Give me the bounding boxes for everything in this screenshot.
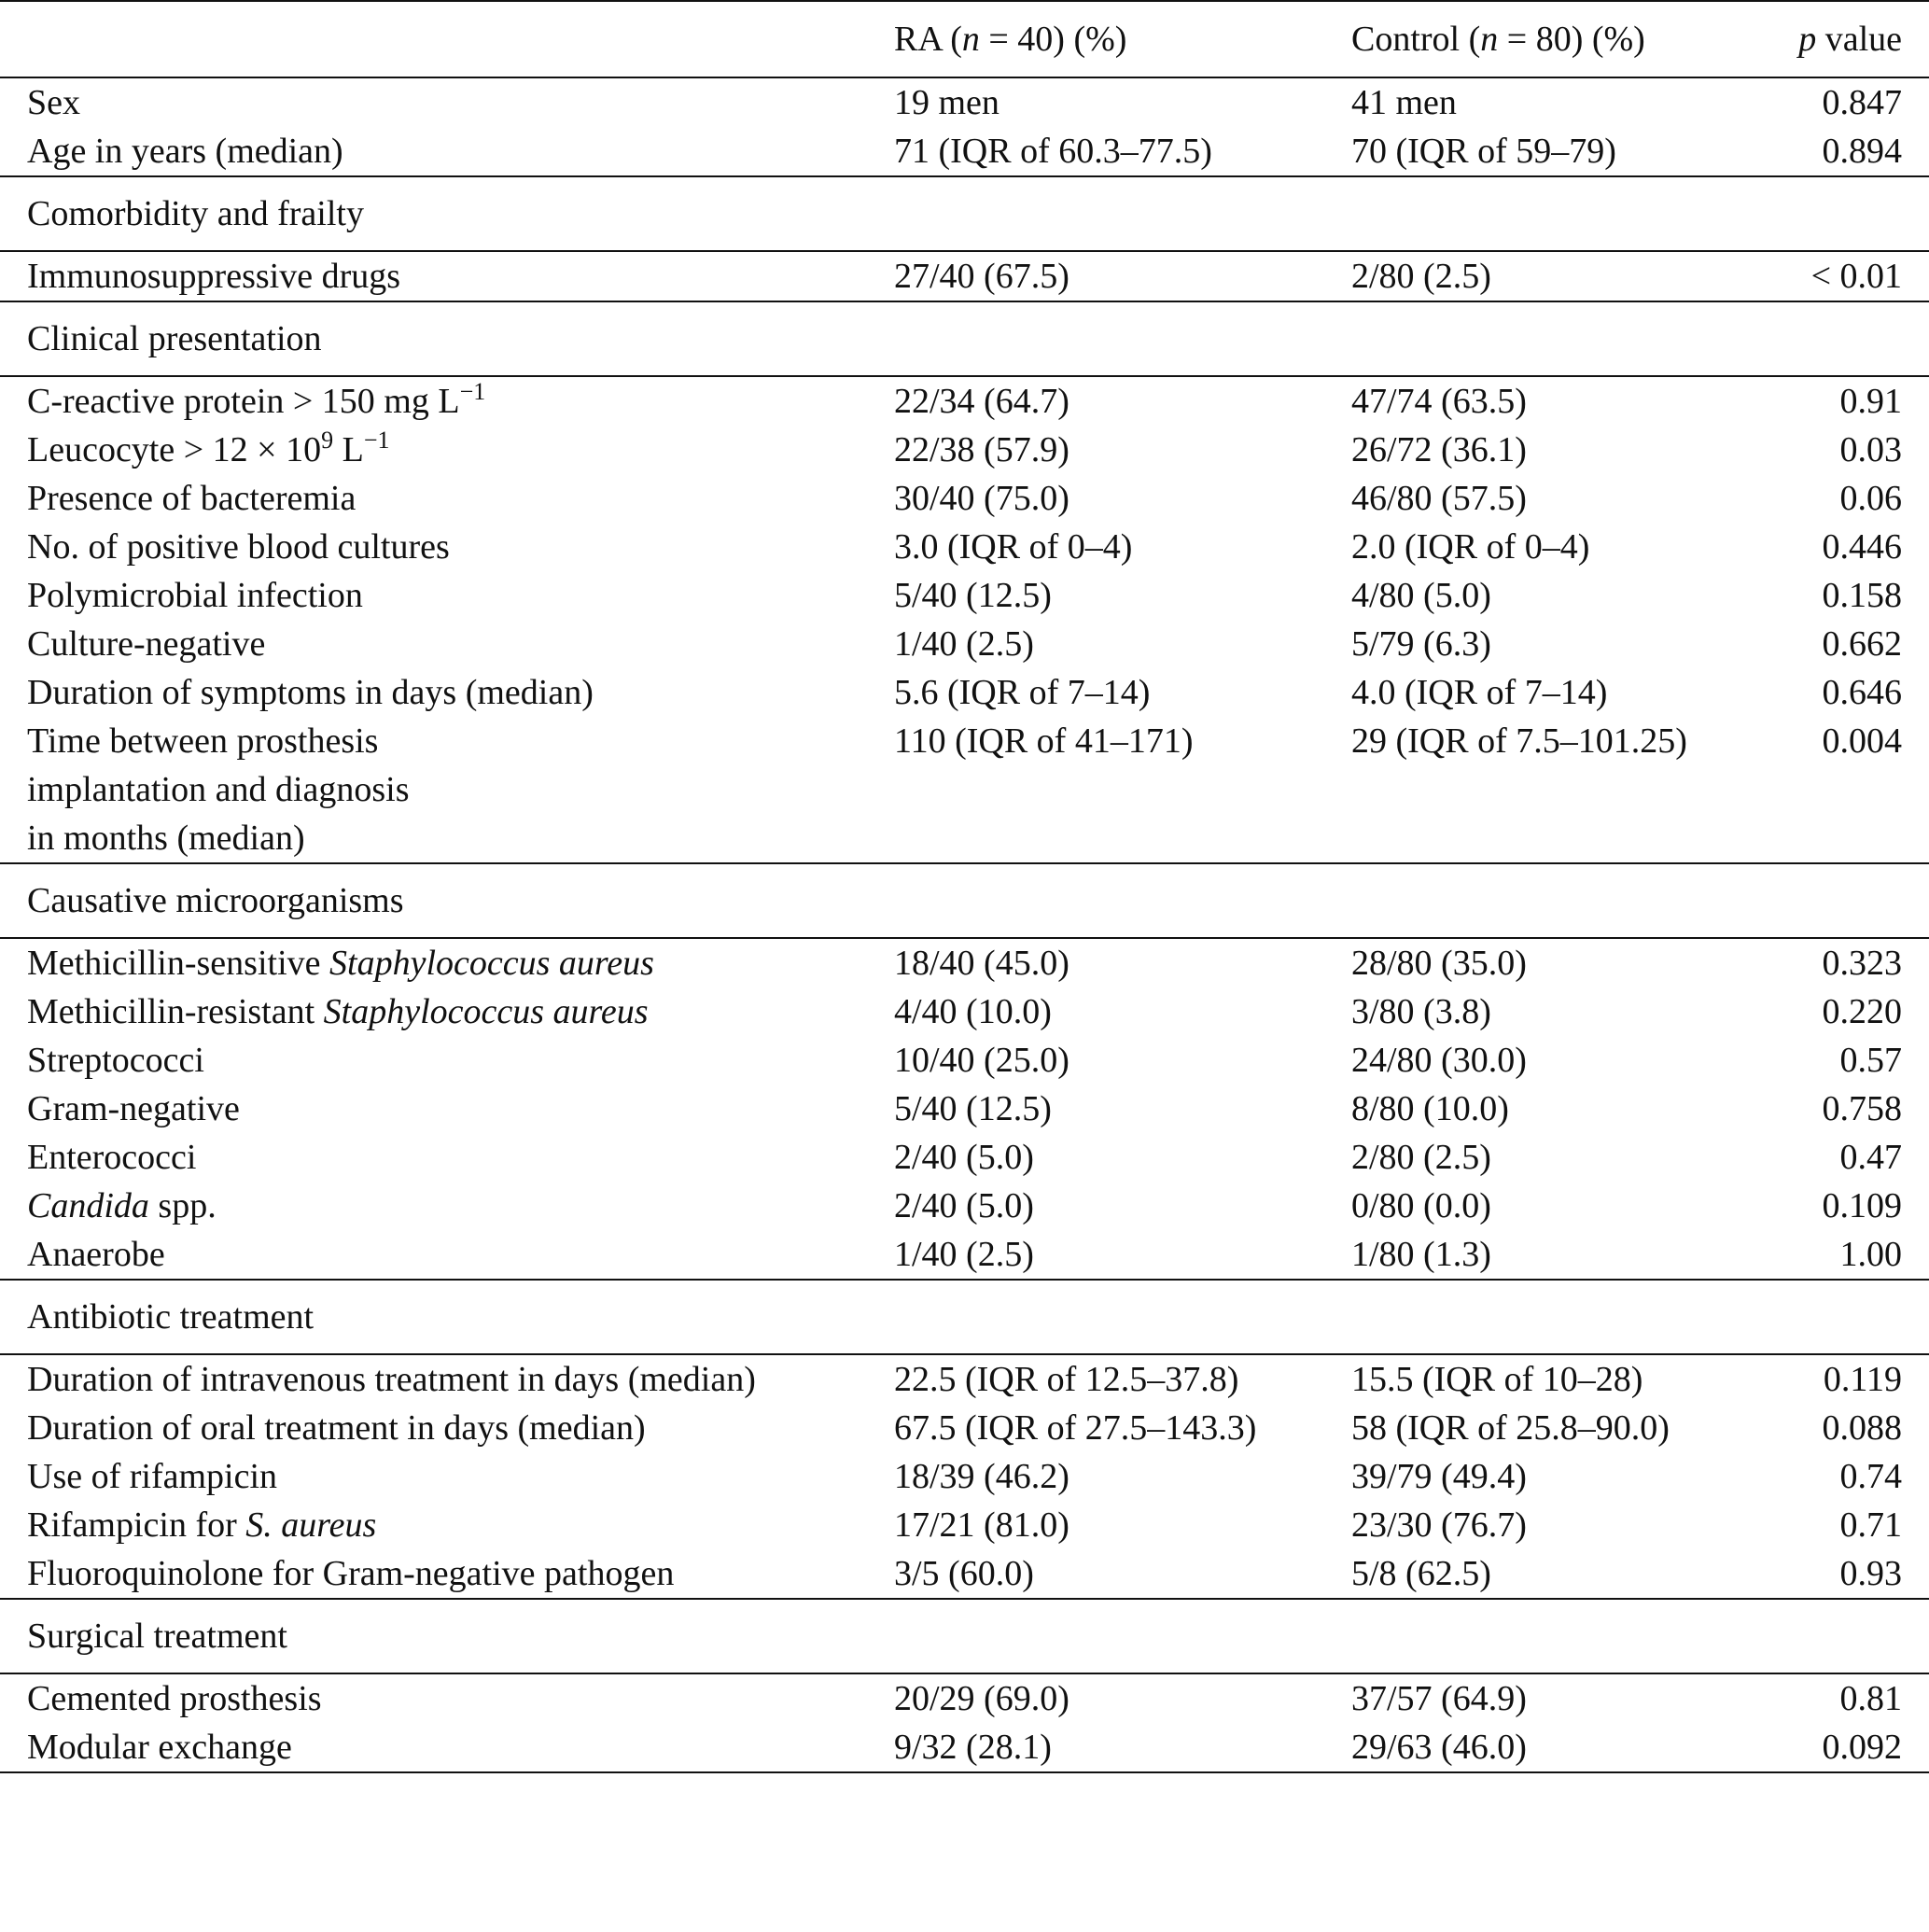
p-value: 0.092 bbox=[1822, 1728, 1902, 1767]
table-row bbox=[0, 571, 1929, 620]
ra-value: 67.5 (IQR of 27.5–143.3) bbox=[894, 1408, 1257, 1448]
ra-value: 3.0 (IQR of 0–4) bbox=[894, 527, 1133, 567]
row-label: Methicillin-resistant Staphylococcus aureus bbox=[27, 992, 649, 1031]
header-control: Control (n = 80) (%) bbox=[1351, 20, 1645, 59]
row-label: Candida spp. bbox=[27, 1186, 217, 1225]
table-row bbox=[0, 1354, 1929, 1404]
table-row bbox=[0, 620, 1929, 668]
row-label: Leucocyte > $12 \times 10^9$ $L^{-1}$ bbox=[27, 427, 390, 469]
header-empty bbox=[0, 1, 894, 77]
section-header bbox=[0, 1599, 1929, 1673]
p-value: 0.71 bbox=[1839, 1505, 1902, 1545]
control-value: 4.0 (IQR of 7–14) bbox=[1351, 673, 1608, 712]
row-label: Anaerobe bbox=[27, 1235, 165, 1274]
p-value: 0.47 bbox=[1839, 1138, 1902, 1177]
row-label: Duration of symptoms in days (median) bbox=[27, 673, 594, 712]
table-row bbox=[0, 1036, 1929, 1085]
control-value: 39/79 (49.4) bbox=[1351, 1457, 1527, 1496]
p-value: < 0.01 bbox=[1810, 257, 1902, 296]
row-label: Modular exchange bbox=[27, 1728, 292, 1767]
row-label: Rifampicin for S. aureus bbox=[27, 1505, 377, 1545]
p-value: 0.446 bbox=[1822, 527, 1902, 567]
control-value: 2/80 (2.5) bbox=[1351, 257, 1491, 296]
control-value: 4/80 (5.0) bbox=[1351, 576, 1491, 615]
p-value: 0.93 bbox=[1839, 1554, 1902, 1593]
row-label: Time between prosthesis implantation and diagnosis in months (median) bbox=[27, 721, 410, 858]
row-label: Culture-negative bbox=[27, 624, 266, 664]
row-label: Presence of bacteremia bbox=[27, 479, 356, 518]
section-title: Antibiotic treatment bbox=[27, 1297, 315, 1337]
control-value: 1/80 (1.3) bbox=[1351, 1235, 1491, 1274]
ra-value: 27/40 (67.5) bbox=[894, 257, 1069, 296]
p-value: 0.004 bbox=[1822, 721, 1902, 761]
row-label: Duration of oral treatment in days (median) bbox=[27, 1408, 646, 1448]
table-row bbox=[0, 1182, 1929, 1230]
control-value: 2/80 (2.5) bbox=[1351, 1138, 1491, 1177]
p-value: 0.894 bbox=[1822, 132, 1902, 171]
control-value: 37/57 (64.9) bbox=[1351, 1679, 1527, 1718]
table-row bbox=[0, 1723, 1929, 1772]
header-ra: RA (n = 40) (%) bbox=[894, 20, 1127, 59]
control-value: 3/80 (3.8) bbox=[1351, 992, 1491, 1031]
row-label: Cemented prosthesis bbox=[27, 1679, 322, 1718]
ra-value: 2/40 (5.0) bbox=[894, 1186, 1034, 1225]
table-row bbox=[0, 523, 1929, 571]
p-value: 0.646 bbox=[1822, 673, 1902, 712]
table-row bbox=[0, 376, 1929, 426]
row-label: C-reactive protein > 150 mg $L^{-1}$ bbox=[27, 378, 486, 421]
control-value: 28/80 (35.0) bbox=[1351, 944, 1527, 983]
p-value: 1.00 bbox=[1839, 1235, 1902, 1274]
ra-value: 30/40 (75.0) bbox=[894, 479, 1069, 518]
row-label: Fluoroquinolone for Gram-negative pathogen bbox=[27, 1554, 675, 1593]
table-row bbox=[0, 1404, 1929, 1452]
row-label: Sex bbox=[27, 83, 80, 122]
row-label: Immunosuppressive drugs bbox=[27, 257, 401, 296]
table-row bbox=[0, 426, 1929, 474]
control-value: 2.0 (IQR of 0–4) bbox=[1351, 527, 1590, 567]
ra-value: 18/40 (45.0) bbox=[894, 944, 1069, 983]
p-value: 0.847 bbox=[1822, 83, 1902, 122]
p-value: 0.74 bbox=[1839, 1457, 1902, 1496]
table-row bbox=[0, 1501, 1929, 1549]
ra-value: 22/38 (57.9) bbox=[894, 430, 1069, 469]
section-title: Comorbidity and frailty bbox=[27, 194, 364, 233]
table-row bbox=[0, 1549, 1929, 1599]
control-value: 26/72 (36.1) bbox=[1351, 430, 1527, 469]
ra-value: 5/40 (12.5) bbox=[894, 1089, 1052, 1128]
table-row bbox=[0, 938, 1929, 987]
row-label: Age in years (median) bbox=[27, 132, 343, 171]
header-p-value: p value bbox=[1798, 20, 1902, 59]
ra-value: 1/40 (2.5) bbox=[894, 1235, 1034, 1274]
ra-value: 4/40 (10.0) bbox=[894, 992, 1052, 1031]
control-value: 58 (IQR of 25.8–90.0) bbox=[1351, 1408, 1670, 1448]
table-row bbox=[0, 127, 1929, 176]
row-label: Polymicrobial infection bbox=[27, 576, 363, 615]
p-value: 0.119 bbox=[1823, 1360, 1902, 1399]
ra-value: 71 (IQR of 60.3–77.5) bbox=[894, 132, 1212, 171]
control-value: 46/80 (57.5) bbox=[1351, 479, 1527, 518]
section-header bbox=[0, 863, 1929, 938]
table-row bbox=[0, 77, 1929, 127]
section-header bbox=[0, 176, 1929, 251]
table-row bbox=[0, 987, 1929, 1036]
ra-value: 1/40 (2.5) bbox=[894, 624, 1034, 664]
ra-value: 20/29 (69.0) bbox=[894, 1679, 1069, 1718]
ra-value: 5.6 (IQR of 7–14) bbox=[894, 673, 1151, 712]
table-row bbox=[0, 1673, 1929, 1723]
control-value: 5/8 (62.5) bbox=[1351, 1554, 1491, 1593]
table-row bbox=[0, 1085, 1929, 1133]
ra-value: 2/40 (5.0) bbox=[894, 1138, 1034, 1177]
control-value: 29 (IQR of 7.5–101.25) bbox=[1351, 721, 1687, 761]
row-label: Enterococci bbox=[27, 1138, 197, 1177]
p-value: 0.03 bbox=[1839, 430, 1902, 469]
ra-value: 22/34 (64.7) bbox=[894, 382, 1069, 421]
ra-value: 22.5 (IQR of 12.5–37.8) bbox=[894, 1360, 1239, 1399]
p-value: 0.088 bbox=[1822, 1408, 1902, 1448]
control-value: 23/30 (76.7) bbox=[1351, 1505, 1527, 1545]
ra-value: 18/39 (46.2) bbox=[894, 1457, 1069, 1496]
control-value: 5/79 (6.3) bbox=[1351, 624, 1491, 664]
ra-value: 19 men bbox=[894, 83, 999, 122]
section-title: Clinical presentation bbox=[27, 319, 322, 358]
row-label: No. of positive blood cultures bbox=[27, 527, 450, 567]
row-label: Duration of intravenous treatment in days (median) bbox=[27, 1360, 756, 1399]
row-label: Streptococci bbox=[27, 1041, 204, 1080]
p-value: 0.109 bbox=[1822, 1186, 1902, 1225]
ra-value: 9/32 (28.1) bbox=[894, 1728, 1052, 1767]
ra-value: 17/21 (81.0) bbox=[894, 1505, 1069, 1545]
table-row bbox=[0, 1452, 1929, 1501]
row-label: Use of rifampicin bbox=[27, 1457, 278, 1496]
ra-value: 10/40 (25.0) bbox=[894, 1041, 1069, 1080]
ra-value: 5/40 (12.5) bbox=[894, 576, 1052, 615]
p-value: 0.91 bbox=[1839, 382, 1902, 421]
p-value: 0.662 bbox=[1822, 624, 1902, 664]
control-value: 41 men bbox=[1351, 83, 1457, 122]
control-value: 8/80 (10.0) bbox=[1351, 1089, 1509, 1128]
p-value: 0.06 bbox=[1839, 479, 1902, 518]
table-row bbox=[0, 474, 1929, 523]
control-value: 0/80 (0.0) bbox=[1351, 1186, 1491, 1225]
section-title: Surgical treatment bbox=[27, 1617, 287, 1656]
p-value: 0.220 bbox=[1822, 992, 1902, 1031]
control-value: 47/74 (63.5) bbox=[1351, 382, 1527, 421]
row-label: Methicillin-sensitive Staphylococcus aureus bbox=[27, 944, 654, 983]
p-value: 0.323 bbox=[1822, 944, 1902, 983]
p-value: 0.81 bbox=[1839, 1679, 1902, 1718]
table-row bbox=[0, 1230, 1929, 1280]
section-header bbox=[0, 1280, 1929, 1354]
table-row bbox=[0, 1133, 1929, 1182]
p-value: 0.158 bbox=[1822, 576, 1902, 615]
table-row bbox=[0, 251, 1929, 301]
ra-value: 110 (IQR of 41–171) bbox=[894, 721, 1194, 761]
control-value: 24/80 (30.0) bbox=[1351, 1041, 1527, 1080]
section-title: Causative microorganisms bbox=[27, 881, 404, 920]
table-row bbox=[0, 717, 1929, 863]
row-label: Gram-negative bbox=[27, 1089, 240, 1128]
header-row bbox=[0, 1, 1929, 77]
control-value: 15.5 (IQR of 10–28) bbox=[1351, 1360, 1643, 1399]
ra-value: 3/5 (60.0) bbox=[894, 1554, 1034, 1593]
p-value: 0.57 bbox=[1839, 1041, 1902, 1080]
p-value: 0.758 bbox=[1822, 1089, 1902, 1128]
table-row bbox=[0, 668, 1929, 717]
control-value: 29/63 (46.0) bbox=[1351, 1728, 1527, 1767]
section-header bbox=[0, 301, 1929, 376]
control-value: 70 (IQR of 59–79) bbox=[1351, 132, 1616, 171]
